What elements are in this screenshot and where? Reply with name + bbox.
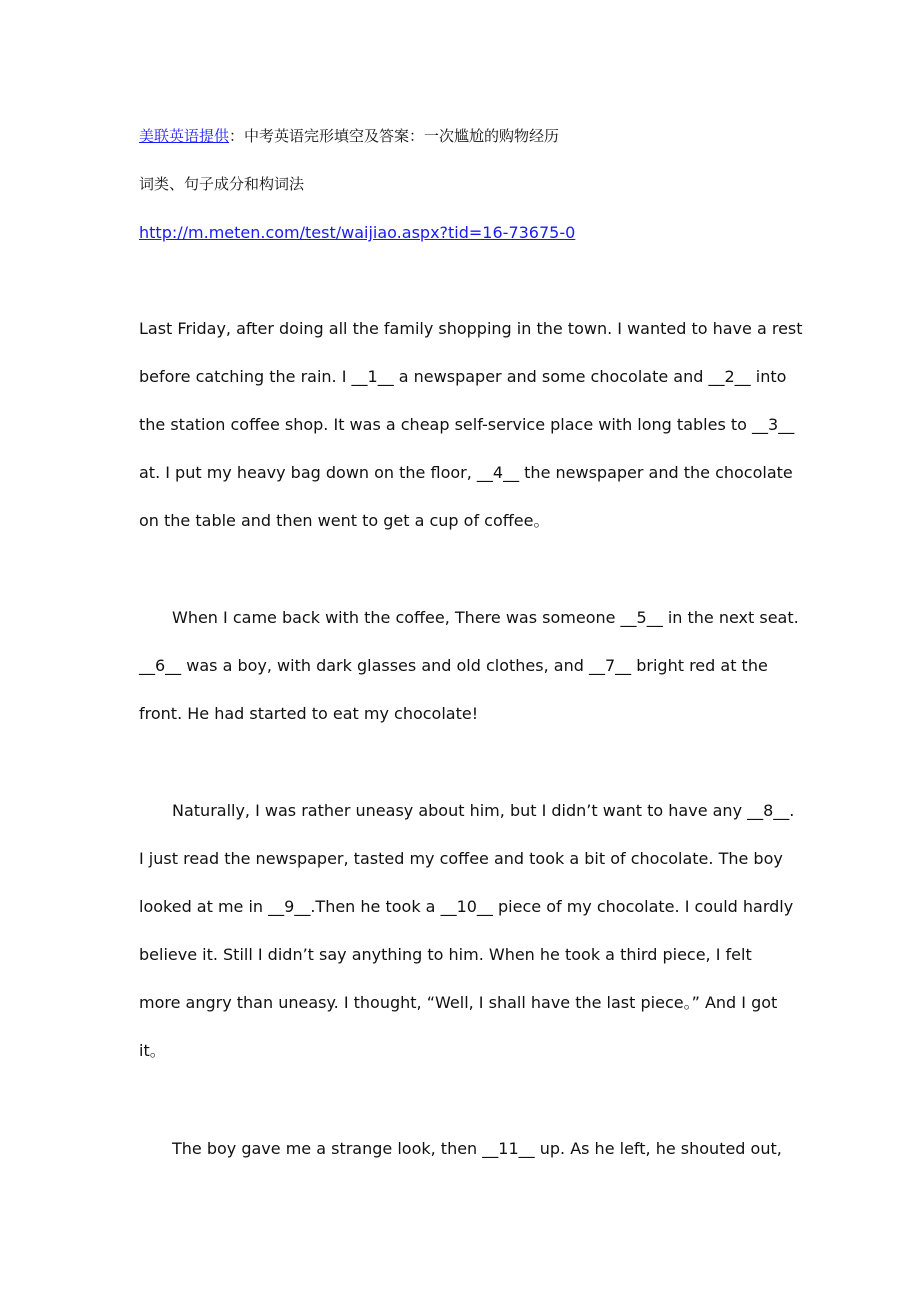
passage-line: Naturally, I was rather uneasy about him, but I didn’t want to have any __8__.	[172, 801, 795, 820]
passage-line: the station coffee shop. It was a cheap self-service place with long tables to __3__	[139, 415, 795, 434]
source-link[interactable]: 美联英语提供	[139, 127, 230, 145]
passage-line: looked at me in __9__.Then he took a __10__ piece of my chocolate. I could hardly	[139, 897, 794, 916]
document-title: ：中考英语完形填空及答案：一次尴尬的购物经历	[229, 127, 560, 145]
passage-line: I just read the newspaper, tasted my coffee and took a bit of chocolate. The boy	[139, 849, 783, 868]
passage-line: When I came back with the coffee, There was someone __5__ in the next seat.	[172, 608, 799, 627]
passage-line: it。	[139, 1041, 166, 1060]
passage-line: __6__ was a boy, with dark glasses and old clothes, and __7__ bright red at the	[139, 656, 768, 675]
passage-line: before catching the rain. I __1__ a newspaper and some chocolate and __2__ into	[139, 367, 787, 386]
passage-line: at. I put my heavy bag down on the floor, __4__ the newspaper and the chocolate	[139, 463, 793, 482]
test-url-line	[139, 223, 575, 243]
document-subtitle: 词类、句子成分和构词法	[139, 175, 305, 193]
passage-line: more angry than uneasy. I thought, “Well, I shall have the last piece。” And I got	[139, 993, 778, 1012]
passage-line: front. He had started to eat my chocolate!	[139, 704, 479, 723]
passage-line: The boy gave me a strange look, then __11__ up. As he left, he shouted out,	[172, 1139, 782, 1158]
passage-line: Last Friday, after doing all the family shopping in the town. I wanted to have a rest	[139, 319, 803, 338]
passage-line: on the table and then went to get a cup of coffee。	[139, 511, 550, 530]
test-url-link[interactable]: http://m.meten.com/test/waijiao.aspx?tid=16-73675-0	[139, 223, 576, 242]
header-title-line	[139, 126, 559, 146]
passage-line: believe it. Still I didn’t say anything to him. When he took a third piece, I felt	[139, 945, 752, 964]
